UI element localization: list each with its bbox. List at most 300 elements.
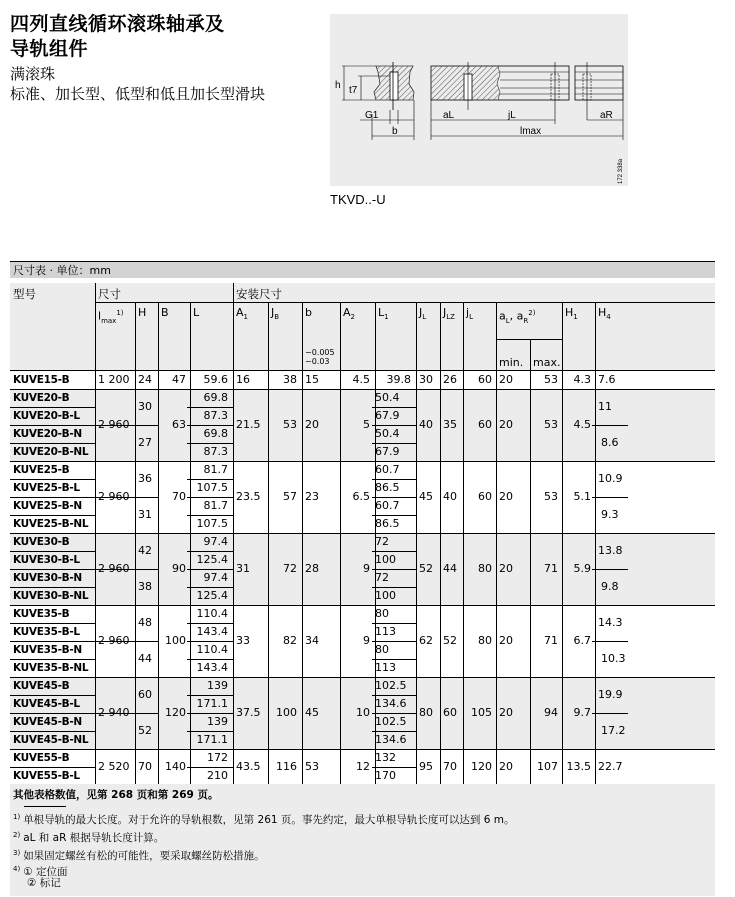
cell-L1: 132	[375, 751, 396, 764]
svg-text:jL: jL	[508, 110, 516, 121]
column-divider	[233, 283, 234, 370]
column-divider	[190, 677, 191, 749]
cell-H4: 9.3	[601, 508, 619, 521]
model-code: KUVE30-B	[13, 536, 70, 548]
cell-H4: 13.8	[598, 544, 623, 557]
row-divider	[187, 695, 233, 696]
cell-b: 53	[305, 760, 319, 773]
column-divider	[190, 302, 191, 370]
column-divider	[190, 461, 191, 533]
column-divider	[302, 389, 303, 461]
row-divider	[592, 497, 628, 498]
cell-L1: 134.6	[375, 733, 407, 746]
row-divider	[372, 659, 416, 660]
cell-jL: 60	[478, 418, 492, 431]
column-divider	[463, 677, 464, 749]
footnote-divider	[24, 806, 66, 807]
rail-drawing	[330, 14, 628, 186]
column-divider	[416, 461, 417, 533]
column-divider	[302, 677, 303, 749]
row-divider	[372, 623, 416, 624]
row-divider	[10, 677, 715, 678]
column-divider	[190, 533, 191, 605]
cell-L: 87.3	[203, 445, 228, 458]
row-divider	[10, 479, 95, 480]
cell-H1: 5.1	[573, 490, 591, 503]
row-divider	[372, 587, 416, 588]
column-divider	[530, 339, 531, 370]
subscript: max	[101, 316, 117, 325]
column-divider	[158, 533, 159, 605]
column-divider	[496, 302, 497, 370]
footnote-mark: 1)	[13, 813, 21, 821]
column-divider	[233, 533, 234, 605]
cell-L: 87.3	[203, 409, 228, 422]
row-divider	[10, 461, 715, 462]
column-divider	[340, 389, 341, 461]
column-divider	[463, 605, 464, 677]
col-header-b	[305, 306, 312, 320]
superscript: 1)	[116, 309, 124, 317]
column-divider	[340, 749, 341, 785]
cell-lmax: 2 960	[98, 490, 130, 503]
cell-L: 139	[207, 679, 228, 692]
cell-L: 97.4	[203, 535, 228, 548]
label: L	[378, 306, 385, 319]
row-divider	[372, 569, 416, 570]
column-divider	[268, 605, 269, 677]
model-code: KUVE45-B-N	[13, 716, 82, 728]
row-divider	[10, 551, 95, 552]
column-divider	[268, 677, 269, 749]
footnote-3	[13, 846, 265, 863]
cell-L: 107.5	[196, 517, 228, 530]
column-divider	[530, 533, 531, 605]
row-divider	[372, 767, 416, 768]
cell-L1: 100	[375, 553, 396, 566]
row-divider	[372, 443, 416, 444]
row-divider	[372, 479, 416, 480]
column-divider	[95, 389, 96, 461]
label: b	[305, 306, 312, 319]
model-code: KUVE25-B-NL	[13, 518, 89, 530]
row-divider	[372, 641, 416, 642]
row-divider	[372, 695, 416, 696]
cell-L1: 39.8	[386, 373, 411, 386]
column-divider	[416, 677, 417, 749]
column-divider	[416, 302, 417, 370]
column-divider	[440, 605, 441, 677]
cell-L: 171.1	[196, 733, 228, 746]
cell-JB: 72	[283, 562, 297, 575]
column-divider	[595, 302, 596, 370]
cell-L1: 50.4	[375, 391, 400, 404]
table-footnotes	[10, 784, 715, 896]
column-divider	[562, 749, 563, 785]
cell-H: 70	[138, 760, 152, 773]
table-title: 尺寸表 · 单位：mm	[10, 261, 715, 278]
column-divider	[496, 749, 497, 785]
row-divider	[10, 569, 95, 570]
row-divider	[10, 533, 715, 534]
cell-JB: 100	[276, 706, 297, 719]
label: J	[271, 306, 275, 319]
column-divider	[375, 677, 376, 749]
cell-JLZ: 40	[443, 490, 457, 503]
cell-JL: 52	[419, 562, 433, 575]
col-header-lmax	[98, 306, 124, 328]
cell-L: 97.4	[203, 571, 228, 584]
cell-H1: 5.9	[573, 562, 591, 575]
title-line-1: 四列直线循环滚珠轴承及	[10, 13, 225, 35]
row-divider	[187, 425, 233, 426]
cell-H: 36	[138, 472, 152, 485]
cell-jL: 80	[478, 634, 492, 647]
rail-cross-section-drawing	[330, 14, 628, 186]
column-divider	[375, 533, 376, 605]
cell-H: 31	[138, 508, 152, 521]
model-code: KUVE35-B-NL	[13, 662, 89, 674]
column-divider	[440, 677, 441, 749]
row-divider	[372, 407, 416, 408]
cell-A2: 12	[356, 760, 370, 773]
cell-L: 139	[207, 715, 228, 728]
cell-A1: 31	[236, 562, 250, 575]
cell-H1: 9.7	[573, 706, 591, 719]
cell-L1: 80	[375, 607, 389, 620]
cell-H4: 19.9	[598, 688, 623, 701]
cell-H1: 6.7	[573, 634, 591, 647]
model-code: KUVE30-B-L	[13, 554, 80, 566]
column-divider	[190, 389, 191, 461]
cell-H1: 13.5	[566, 760, 591, 773]
cell-lmax: 2 960	[98, 562, 130, 575]
cell-L1: 72	[375, 535, 389, 548]
header-mounting: 安装尺寸	[236, 287, 282, 301]
cell-jL: 120	[471, 760, 492, 773]
cell-JLZ: 44	[443, 562, 457, 575]
cell-H4: 9.8	[601, 580, 619, 593]
cell-L: 59.6	[203, 373, 228, 386]
footnote-4b	[27, 876, 61, 890]
cell-L: 69.8	[203, 391, 228, 404]
cell-L: 125.4	[196, 589, 228, 602]
row-divider	[187, 641, 233, 642]
row-divider	[372, 497, 416, 498]
row-divider	[372, 731, 416, 732]
model-code: KUVE20-B	[13, 392, 70, 404]
cell-JL: 80	[419, 706, 433, 719]
svg-text:h: h	[335, 80, 341, 91]
column-divider	[95, 677, 96, 749]
row-divider	[592, 713, 628, 714]
label: J	[443, 306, 447, 319]
column-divider	[233, 677, 234, 749]
cell-JL: 40	[419, 418, 433, 431]
row-divider	[95, 302, 715, 303]
cell-H4: 10.9	[598, 472, 623, 485]
row-divider	[187, 767, 233, 768]
model-code: KUVE45-B-NL	[13, 734, 89, 746]
column-divider	[135, 371, 136, 389]
cell-lmax: 2 960	[98, 634, 130, 647]
column-divider	[440, 461, 441, 533]
column-divider	[496, 605, 497, 677]
cell-H: 48	[138, 616, 152, 629]
cell-aL-aR-min: 20	[499, 490, 513, 503]
row-divider	[187, 659, 233, 660]
row-divider	[10, 407, 95, 408]
column-divider	[340, 371, 341, 389]
cell-L1: 113	[375, 661, 396, 674]
model-code: KUVE20-B-L	[13, 410, 80, 422]
cell-JB: 53	[283, 418, 297, 431]
footnote-text: 单根导轨的最大长度。对于允许的导轨根数，见第 261 页。事先约定，最大单根导轨长度可以达到 6 m。	[23, 814, 515, 826]
column-divider	[595, 371, 596, 389]
row-divider	[95, 425, 158, 426]
cell-aL-aR-min: 20	[499, 373, 513, 386]
row-divider	[10, 713, 95, 714]
more-values-note	[13, 788, 218, 802]
cell-b: 34	[305, 634, 319, 647]
column-divider	[135, 677, 136, 749]
row-divider	[187, 587, 233, 588]
model-code: KUVE45-B	[13, 680, 70, 692]
label: H	[138, 306, 147, 319]
subscript: 4	[606, 313, 611, 322]
cell-b: 15	[305, 373, 319, 386]
row-divider	[592, 425, 628, 426]
label: H	[565, 306, 574, 319]
column-divider	[463, 461, 464, 533]
row-divider	[187, 569, 233, 570]
cell-L: 171.1	[196, 697, 228, 710]
column-divider	[233, 389, 234, 461]
row-divider	[95, 569, 158, 570]
column-divider	[375, 749, 376, 785]
column-divider	[135, 302, 136, 370]
subtitle-line-2: 标准、加长型、低型和低且加长型滑块	[10, 85, 266, 103]
column-divider	[302, 749, 303, 785]
footnote-text: ② 标记	[27, 877, 61, 889]
cell-H1: 4.3	[573, 373, 591, 386]
column-divider	[135, 533, 136, 605]
column-divider	[416, 389, 417, 461]
model-code: KUVE55-B	[13, 752, 70, 764]
label: J	[419, 306, 423, 319]
col-header-H4	[598, 306, 611, 324]
col-header-A1	[236, 306, 248, 324]
model-code: KUVE15-B	[13, 374, 70, 386]
cell-L1: 102.5	[375, 679, 407, 692]
model-code: KUVE35-B-N	[13, 644, 82, 656]
column-divider	[95, 605, 96, 677]
column-divider	[496, 533, 497, 605]
footnote-mark: 4)	[13, 865, 21, 873]
column-divider	[375, 302, 376, 370]
model-code: KUVE55-B-L	[13, 770, 80, 782]
cell-lmax: 2 520	[98, 760, 130, 773]
column-divider	[268, 533, 269, 605]
col-header-JLZ	[443, 306, 455, 324]
cell-lmax: 1 200	[98, 373, 130, 386]
column-divider	[416, 371, 417, 389]
cell-B: 120	[165, 706, 186, 719]
row-divider	[10, 425, 95, 426]
row-divider	[95, 497, 158, 498]
column-divider	[562, 371, 563, 389]
cell-aL-aR-max: 107	[537, 760, 558, 773]
cell-L: 172	[207, 751, 228, 764]
cell-A2: 9	[363, 634, 370, 647]
cell-L1: 102.5	[375, 715, 407, 728]
column-divider	[135, 749, 136, 785]
cell-L: 125.4	[196, 553, 228, 566]
subscript: 1	[243, 313, 248, 322]
column-divider	[562, 389, 563, 461]
model-code: KUVE20-B-N	[13, 428, 82, 440]
row-divider	[10, 623, 95, 624]
cell-A1: 16	[236, 373, 250, 386]
column-divider	[95, 461, 96, 533]
cell-H: 38	[138, 580, 152, 593]
col-header-H1	[565, 306, 578, 324]
column-divider	[95, 283, 96, 370]
cell-JB: 38	[283, 373, 297, 386]
cell-jL: 105	[471, 706, 492, 719]
col-header-B	[161, 306, 169, 320]
row-divider	[10, 731, 95, 732]
label: A	[236, 306, 244, 319]
cell-JLZ: 70	[443, 760, 457, 773]
cell-JB: 116	[276, 760, 297, 773]
column-divider	[562, 461, 563, 533]
row-divider	[10, 389, 715, 390]
column-divider	[530, 461, 531, 533]
cell-H4: 7.6	[598, 373, 616, 386]
subscript: L	[422, 313, 427, 322]
cell-JLZ: 26	[443, 373, 457, 386]
column-divider	[158, 461, 159, 533]
column-divider	[233, 749, 234, 785]
column-divider	[233, 371, 234, 389]
column-divider	[375, 461, 376, 533]
column-divider	[440, 302, 441, 370]
column-divider	[340, 533, 341, 605]
subscript: 1	[573, 313, 578, 322]
row-divider	[187, 497, 233, 498]
column-divider	[302, 371, 303, 389]
column-divider	[530, 677, 531, 749]
cell-JL: 45	[419, 490, 433, 503]
cell-H4: 17.2	[601, 724, 626, 737]
column-divider	[463, 371, 464, 389]
row-divider	[10, 641, 95, 642]
cell-B: 70	[172, 490, 186, 503]
cell-H4: 14.3	[598, 616, 623, 629]
column-divider	[530, 749, 531, 785]
header-model: 型号	[13, 287, 36, 301]
footnote-text: ① 定位面	[23, 866, 68, 878]
cell-aL-aR-min: 20	[499, 760, 513, 773]
col-header-H	[138, 306, 146, 320]
column-divider	[416, 749, 417, 785]
column-divider	[496, 461, 497, 533]
model-code: KUVE45-B-L	[13, 698, 80, 710]
model-code: KUVE30-B-NL	[13, 590, 89, 602]
model-code: KUVE35-B	[13, 608, 70, 620]
column-divider	[135, 389, 136, 461]
column-divider	[135, 605, 136, 677]
col-header-L	[193, 306, 199, 320]
row-divider	[187, 623, 233, 624]
column-divider	[190, 371, 191, 389]
svg-text:lmax: lmax	[520, 126, 542, 137]
row-divider	[10, 515, 95, 516]
column-divider	[135, 461, 136, 533]
column-divider	[340, 605, 341, 677]
cell-JL: 62	[419, 634, 433, 647]
column-divider	[416, 605, 417, 677]
title-line-2: 导轨组件	[10, 38, 89, 60]
column-divider	[496, 677, 497, 749]
cell-A1: 21.5	[236, 418, 261, 431]
cell-H: 24	[138, 373, 152, 386]
column-divider	[463, 749, 464, 785]
column-divider	[340, 461, 341, 533]
cell-A1: 37.5	[236, 706, 261, 719]
column-divider	[302, 302, 303, 370]
column-divider	[562, 677, 563, 749]
column-divider	[530, 605, 531, 677]
cell-H: 30	[138, 400, 152, 413]
column-divider	[158, 389, 159, 461]
column-divider	[375, 371, 376, 389]
label: A	[343, 306, 351, 319]
column-divider	[302, 533, 303, 605]
cell-A1: 33	[236, 634, 250, 647]
cell-aL-aR-min: 20	[499, 634, 513, 647]
col-header-L1	[378, 306, 389, 324]
cell-JLZ: 35	[443, 418, 457, 431]
model-code: KUVE25-B-N	[13, 500, 82, 512]
svg-text:G1: G1	[365, 110, 379, 121]
cell-L1: 60.7	[375, 463, 400, 476]
row-divider	[592, 641, 628, 642]
cell-L1: 134.6	[375, 697, 407, 710]
footnote-2	[13, 828, 164, 845]
cell-H4: 10.3	[601, 652, 626, 665]
cell-B: 140	[165, 760, 186, 773]
footnote-text: 如果固定螺丝有松的可能性，要采取螺丝防松措施。	[23, 850, 265, 862]
cell-b: 23	[305, 490, 319, 503]
column-divider	[440, 389, 441, 461]
footnote-mark: 3)	[13, 849, 21, 857]
subscript: 2	[350, 313, 355, 322]
column-divider	[95, 371, 96, 389]
cell-L1: 170	[375, 769, 396, 782]
column-divider	[496, 389, 497, 461]
cell-aL-aR-min: 20	[499, 562, 513, 575]
cell-aL-aR-max: 71	[544, 562, 558, 575]
b-tolerance-upper: −0.005	[305, 348, 335, 357]
col-header-A2	[343, 306, 355, 324]
col-header-JB	[271, 306, 279, 324]
cell-H: 52	[138, 724, 152, 737]
label: H	[598, 306, 607, 319]
row-divider	[10, 749, 715, 750]
cell-L1: 67.9	[375, 409, 400, 422]
